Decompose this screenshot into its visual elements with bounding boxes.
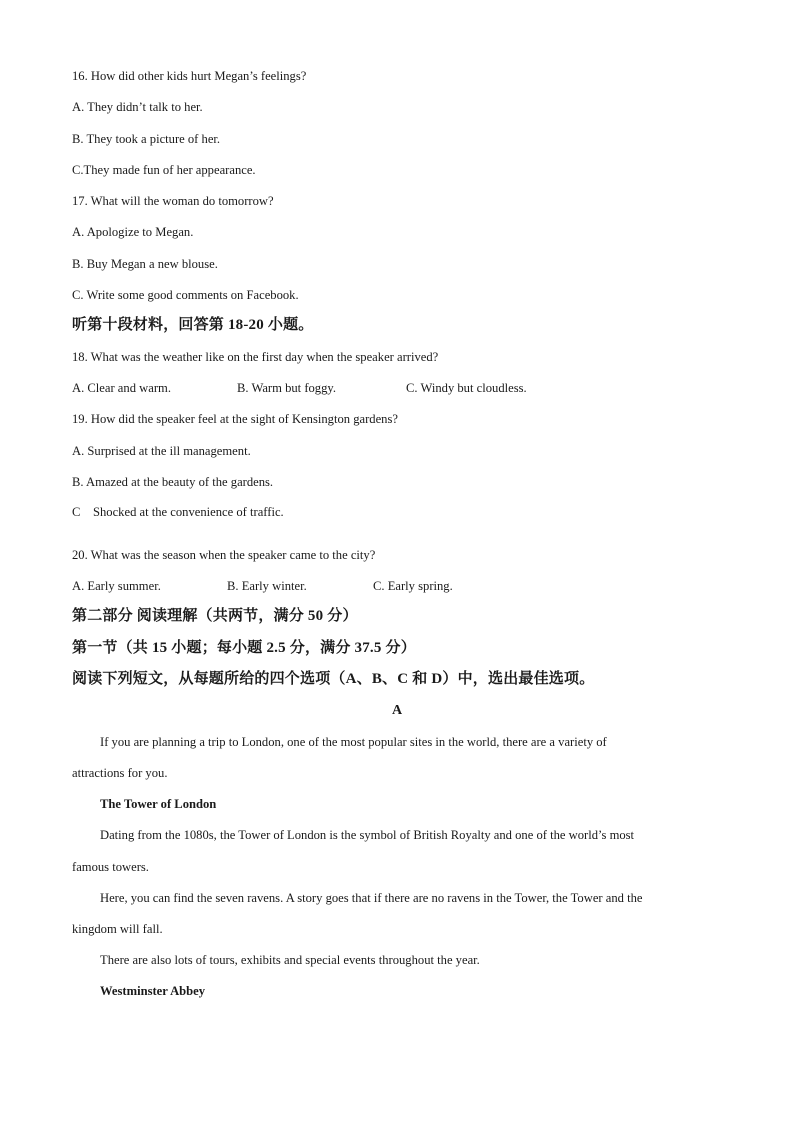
q17-option-c: C. Write some good comments on Facebook.: [72, 288, 299, 302]
tower-paragraph-1-line-2: famous towers.: [72, 860, 149, 874]
tower-paragraph-2-line-2: kingdom will fall.: [72, 922, 163, 936]
intro-line-1: If you are planning a trip to London, one of the most popular sites in the world, there are a variety of: [100, 735, 607, 749]
passage-label: A: [391, 703, 403, 718]
q16-option-a: A. They didn’t talk to her.: [72, 100, 203, 114]
tower-paragraph-3: There are also lots of tours, exhibits and special events throughout the year.: [100, 953, 480, 967]
question-17: 17. What will the woman do tomorrow?: [72, 194, 274, 208]
q19-option-a: A. Surprised at the ill management.: [72, 444, 251, 458]
tower-paragraph-1-line-1: Dating from the 1080s, the Tower of London is the symbol of British Royalty and one of the world’s most: [100, 828, 635, 842]
q18-option-b: B. Warm but foggy.: [237, 381, 337, 395]
question-20: 20. What was the season when the speaker came to the city?: [72, 548, 376, 562]
tower-heading: The Tower of London: [100, 797, 217, 811]
q18-option-a: A. Clear and warm.: [72, 381, 171, 395]
question-19: 19. How did the speaker feel at the sight of Kensington gardens?: [72, 412, 398, 426]
q19-option-b: B. Amazed at the beauty of the gardens.: [72, 475, 274, 489]
question-18: 18. What was the weather like on the first day when the speaker arrived?: [72, 350, 439, 364]
q16-option-c: C.They made fun of her appearance.: [72, 163, 256, 177]
q17-option-b: B. Buy Megan a new blouse.: [72, 257, 218, 271]
reading-section-heading: 第一节（共 15 小题；每小题 2.5 分，满分 37.5 分）: [72, 640, 416, 656]
section10-heading: 听第十段材料，回答第 18-20 小题。: [72, 317, 314, 333]
q20-option-a: A. Early summer.: [72, 579, 161, 593]
q18-option-c: C. Windy but cloudless.: [406, 381, 527, 395]
intro-line-2: attractions for you.: [72, 766, 168, 780]
q17-option-a: A. Apologize to Megan.: [72, 225, 194, 239]
reading-instruction: 阅读下列短文，从每题所给的四个选项（A、B、C 和 D）中，选出最佳选项。: [72, 671, 595, 687]
q20-option-b: B. Early winter.: [227, 579, 307, 593]
abbey-heading: Westminster Abbey: [100, 984, 206, 998]
reading-part-heading: 第二部分 阅读理解（共两节，满分 50 分）: [72, 608, 358, 624]
q19-option-c: C Shocked at the convenience of traffic.: [72, 505, 284, 519]
q20-option-c: C. Early spring.: [373, 579, 453, 593]
q16-option-b: B. They took a picture of her.: [72, 132, 221, 146]
question-16: 16. How did other kids hurt Megan’s feelings?: [72, 69, 307, 83]
tower-paragraph-2-line-1: Here, you can find the seven ravens. A story goes that if there are no ravens in the Tower, the Tower and the: [100, 891, 643, 905]
